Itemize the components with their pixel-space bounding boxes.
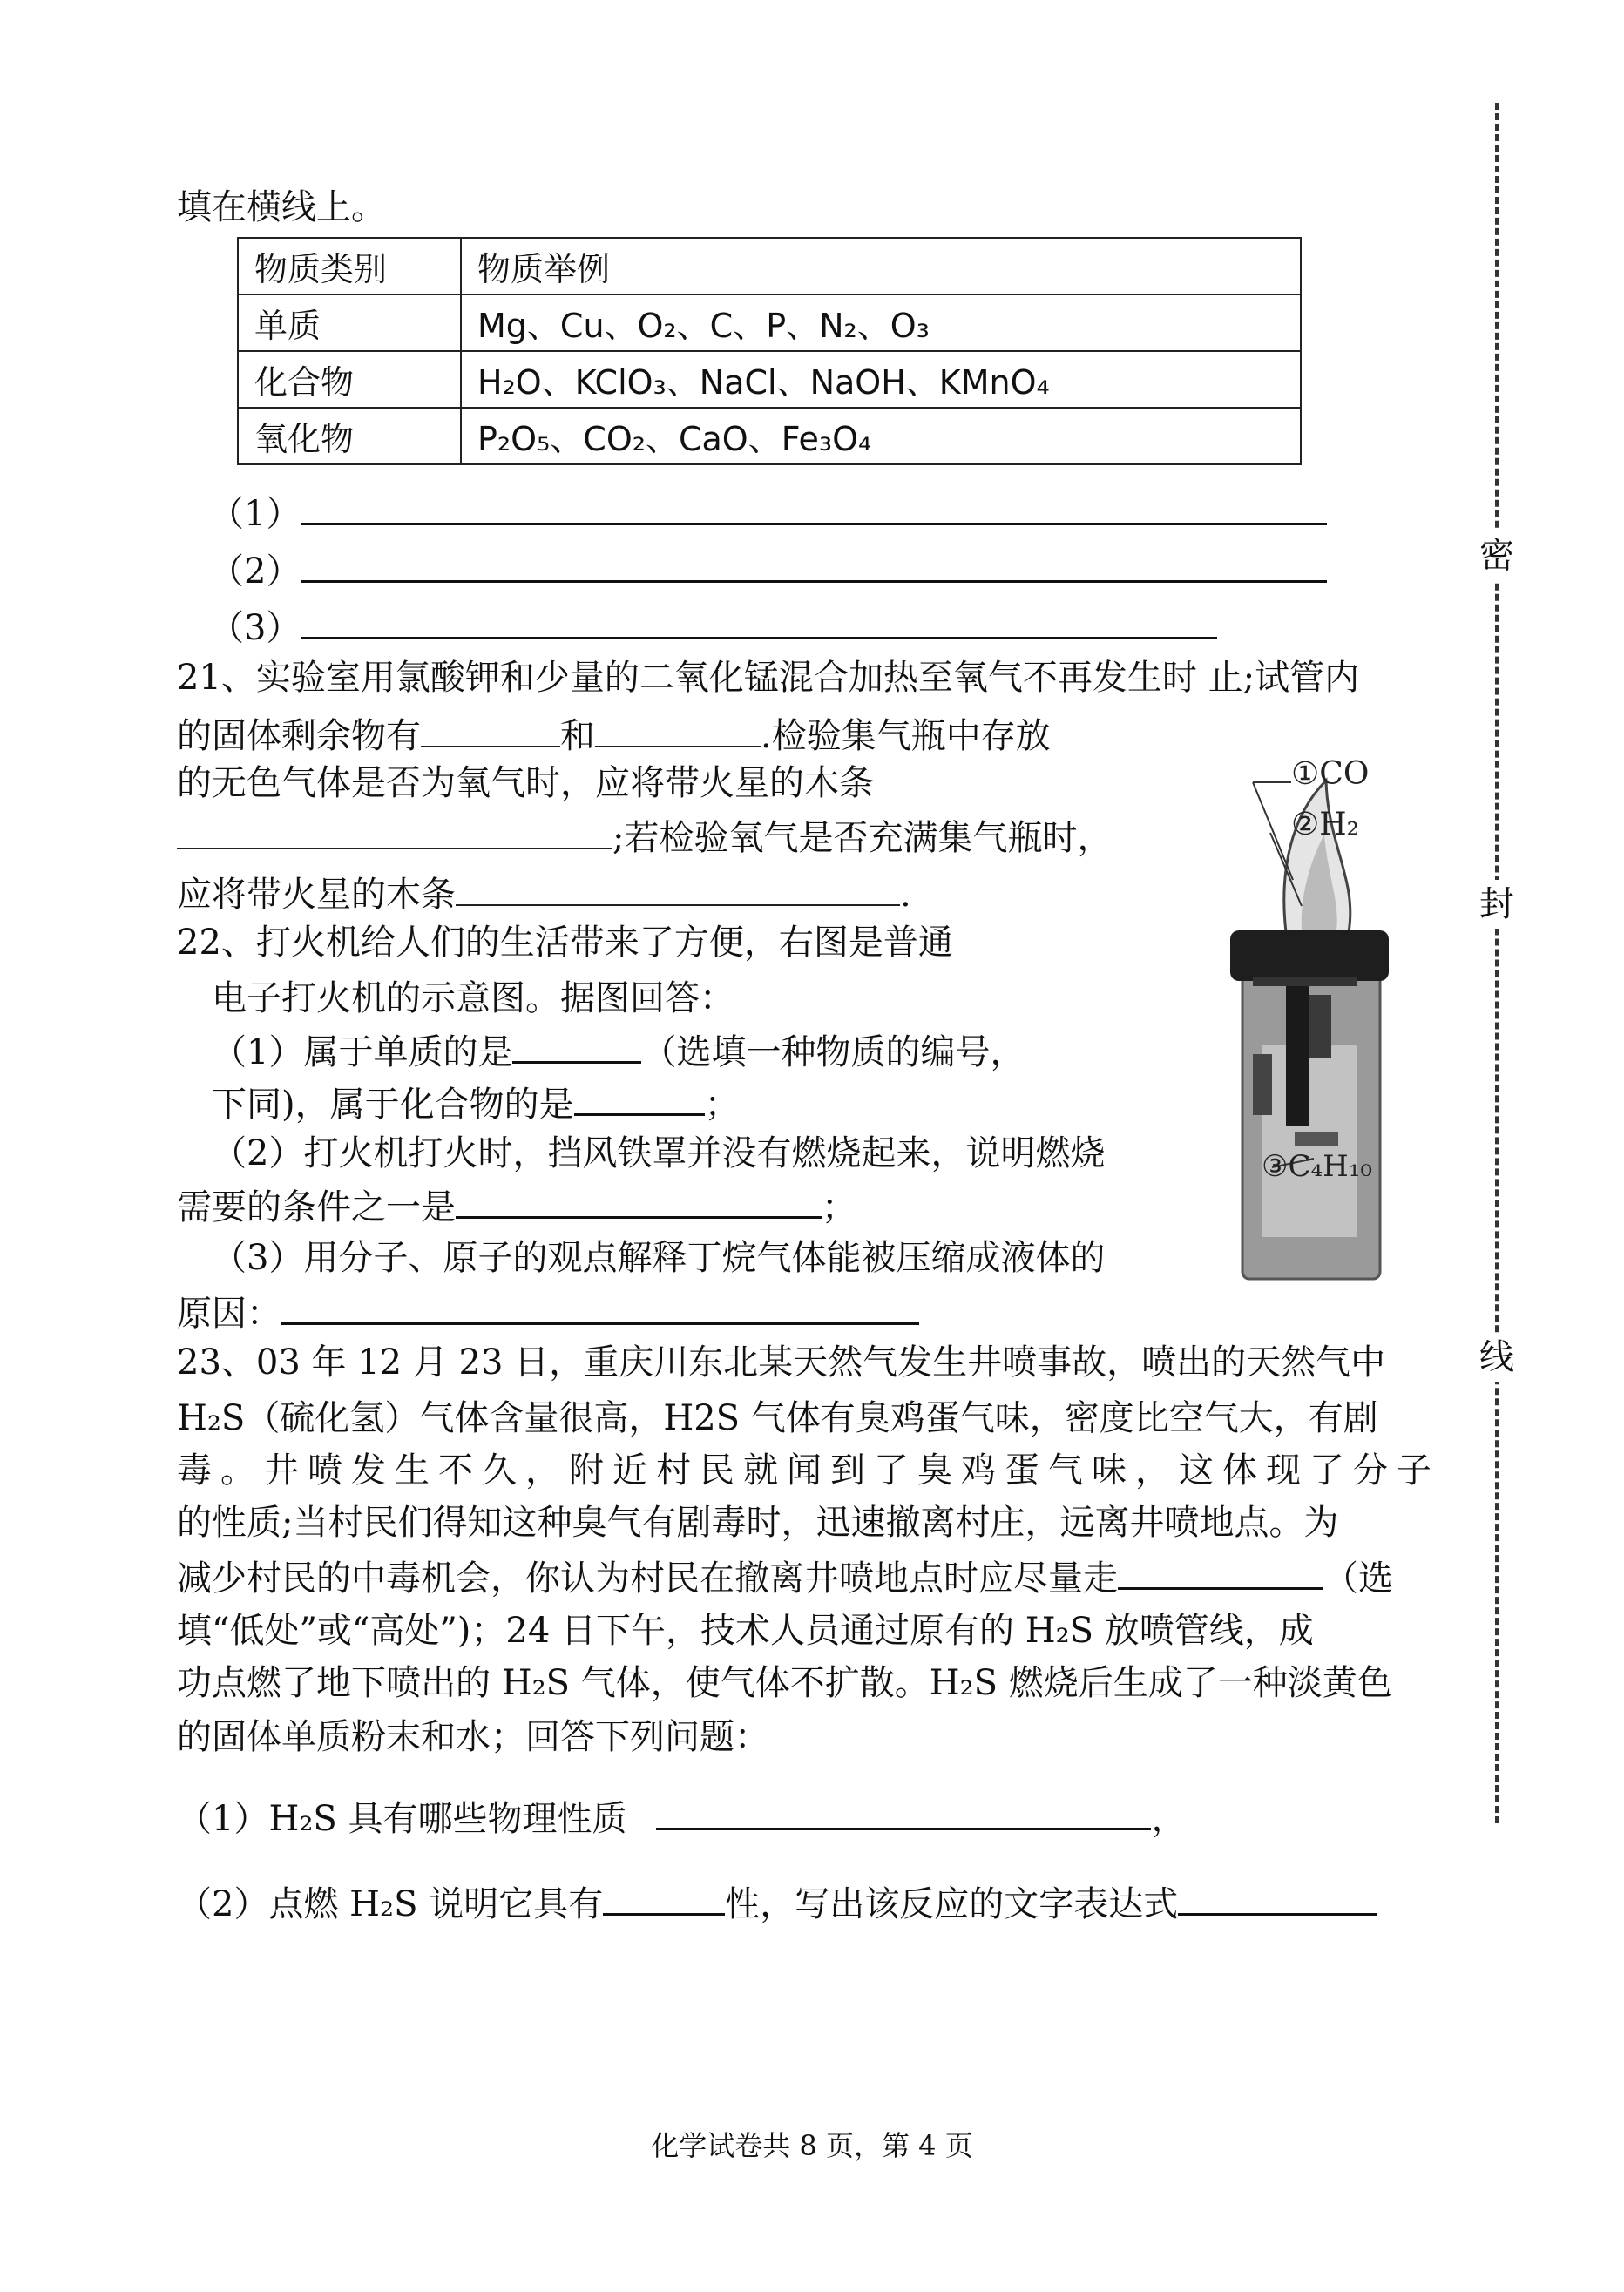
q21-line-3: 的无色气体是否为氧气时，应将带火星的木条 — [177, 763, 874, 803]
q23-text: （2）点燃 H₂S 说明它具有 — [177, 1884, 604, 1924]
q23-line-2: H₂S（硫化氢）气体含量很高，H2S 气体有臭鸡蛋气味，密度比空气大，有剧 — [177, 1398, 1378, 1438]
q21-text: 和 — [560, 716, 595, 756]
q21-line-1: 21、实验室用氯酸钾和少量的二氧化锰混合加热至氧气不再发生时 止;试管内 — [177, 658, 1360, 698]
q21-line-4 — [177, 815, 1112, 861]
q21-blank-full-check[interactable] — [456, 871, 900, 906]
table-header-row — [238, 238, 1301, 294]
q22-line-5: （2）打火机打火时，挡风铁罩并没有燃烧起来，说明燃烧 — [212, 1133, 1106, 1173]
q22-text: ； — [822, 1187, 856, 1227]
table-row — [238, 408, 1301, 464]
intro-text: 填在横线上。 — [177, 187, 386, 227]
q23-text: （选 — [1323, 1558, 1393, 1599]
answer-blank[interactable] — [301, 604, 1217, 639]
row-examples: H₂O、KClO₃、NaCl、NaOH、KMnO₄ — [461, 351, 1301, 408]
binding-char-mi: 密 — [1471, 531, 1523, 580]
q21-blank-residue-1[interactable] — [421, 713, 560, 747]
answer-label: （1） — [209, 494, 301, 534]
answer-line-2 — [209, 547, 1327, 594]
answer-line-1 — [209, 490, 1327, 537]
q21-text: . — [900, 875, 911, 915]
q22-line-3 — [212, 1028, 1025, 1075]
row-category: 单质 — [238, 294, 461, 351]
q23-sub-1 — [177, 1795, 1186, 1842]
header-category: 物质类别 — [238, 238, 461, 294]
q22-blank-reason[interactable] — [281, 1289, 919, 1325]
page-footer: 化学试卷共 8 页，第 4 页 — [651, 2129, 973, 2162]
q21-text: 应将带火星的木条 — [177, 875, 456, 915]
q21-line-5 — [177, 871, 911, 917]
answer-label: （3） — [209, 608, 301, 648]
q23-blank-physical-properties[interactable] — [656, 1795, 1151, 1830]
q22-line-2: 电子打火机的示意图。据图回答： — [212, 978, 734, 1018]
q22-text: （1）属于单质的是 — [212, 1032, 513, 1072]
q23-text: 性，写出该反应的文字表达式 — [725, 1884, 1179, 1924]
q21-blank-residue-2[interactable] — [595, 713, 761, 747]
q21-blank-test-oxygen[interactable] — [177, 815, 612, 849]
q22-text: 需要的条件之一是 — [177, 1187, 456, 1227]
q22-blank-compound[interactable] — [574, 1080, 705, 1116]
q22-text: ； — [704, 1085, 740, 1125]
answer-blank[interactable] — [301, 490, 1327, 525]
q22-line-7: （3）用分子、原子的观点解释丁烷气体能被压缩成液体的 — [212, 1238, 1106, 1278]
q23-blank-equation[interactable] — [1178, 1880, 1377, 1916]
label-h2: ②H₂ — [1291, 807, 1360, 842]
answer-blank[interactable] — [301, 547, 1327, 583]
binding-char-feng: 封 — [1471, 880, 1523, 929]
q21-text: ;若检验氧气是否充满集气瓶时， — [612, 818, 1113, 858]
q23-line-4: 的性质;当村民们得知这种臭气有剧毒时，迅速撤离村庄，远离井喷地点。为 — [177, 1503, 1339, 1543]
q23-line-6: 填“低处”或“高处”)；24 日下午，技术人员通过原有的 H₂S 放喷管线，成 — [177, 1611, 1314, 1651]
binding-char-xian: 线 — [1471, 1333, 1523, 1382]
answer-line-3 — [209, 604, 1217, 651]
valve-icon — [1286, 986, 1309, 1126]
q22-line-8 — [177, 1289, 919, 1336]
q23-line-7: 功点燃了地下喷出的 H₂S 气体，使气体不扩散。H₂S 燃烧后生成了一种淡黄色 — [177, 1663, 1392, 1703]
q22-line-6 — [177, 1183, 856, 1230]
q22-line-1: 22、打火机给人们的生活带来了方便，右图是普通 — [177, 923, 953, 963]
windshield-cap-icon — [1230, 930, 1389, 981]
q23-text: ， — [1151, 1799, 1187, 1839]
row-category: 氧化物 — [238, 408, 461, 464]
q21-text: .检验集气瓶中存放 — [761, 716, 1051, 756]
row-category: 化合物 — [238, 351, 461, 408]
row-examples: P₂O₅、CO₂、CaO、Fe₃O₄ — [461, 408, 1301, 464]
q22-text: （选填一种物质的编号， — [641, 1032, 1025, 1072]
q23-blank-property[interactable] — [603, 1880, 725, 1916]
q23-line-5 — [177, 1554, 1393, 1601]
table-row — [238, 351, 1301, 408]
q23-text: （1）H₂S 具有哪些物理性质 — [177, 1799, 627, 1839]
q22-blank-element[interactable] — [512, 1028, 641, 1064]
q21-text: 的固体剩余物有 — [177, 716, 421, 756]
header-examples: 物质举例 — [461, 238, 1301, 294]
q23-text: 减少村民的中毒机会，你认为村民在撤离井喷地点时应尽量走 — [177, 1558, 1118, 1599]
table-row — [238, 294, 1301, 351]
substance-table — [237, 237, 1302, 465]
q21-line-2 — [177, 713, 1051, 759]
binding-cut-line — [1495, 103, 1499, 1823]
label-co: ①CO — [1291, 756, 1370, 792]
q22-text: 下同)，属于化合物的是 — [212, 1085, 574, 1125]
q23-line-8: 的固体单质粉末和水；回答下列问题： — [177, 1717, 769, 1757]
co-leader-line — [1253, 782, 1293, 880]
q22-line-4 — [212, 1080, 740, 1127]
q22-text: 原因： — [177, 1294, 281, 1334]
q23-line-1: 23、03 年 12 月 23 日，重庆川东北某天然气发生井喷事故，喷出的天然气中 — [177, 1342, 1386, 1383]
q23-line-3: 毒。井喷发生不久，附近村民就闻到了臭鸡蛋气味，这体现了分子 — [177, 1450, 1440, 1491]
label-c4h10: ③C₄H₁₀ — [1262, 1149, 1373, 1184]
q23-sub-2 — [177, 1880, 1377, 1927]
answer-label: （2） — [209, 551, 301, 592]
q22-blank-condition[interactable] — [456, 1183, 822, 1219]
row-examples: Mg、Cu、O₂、C、P、N₂、O₃ — [461, 294, 1301, 351]
lighter-illustration — [1218, 749, 1392, 1289]
q23-blank-direction[interactable] — [1118, 1554, 1323, 1590]
